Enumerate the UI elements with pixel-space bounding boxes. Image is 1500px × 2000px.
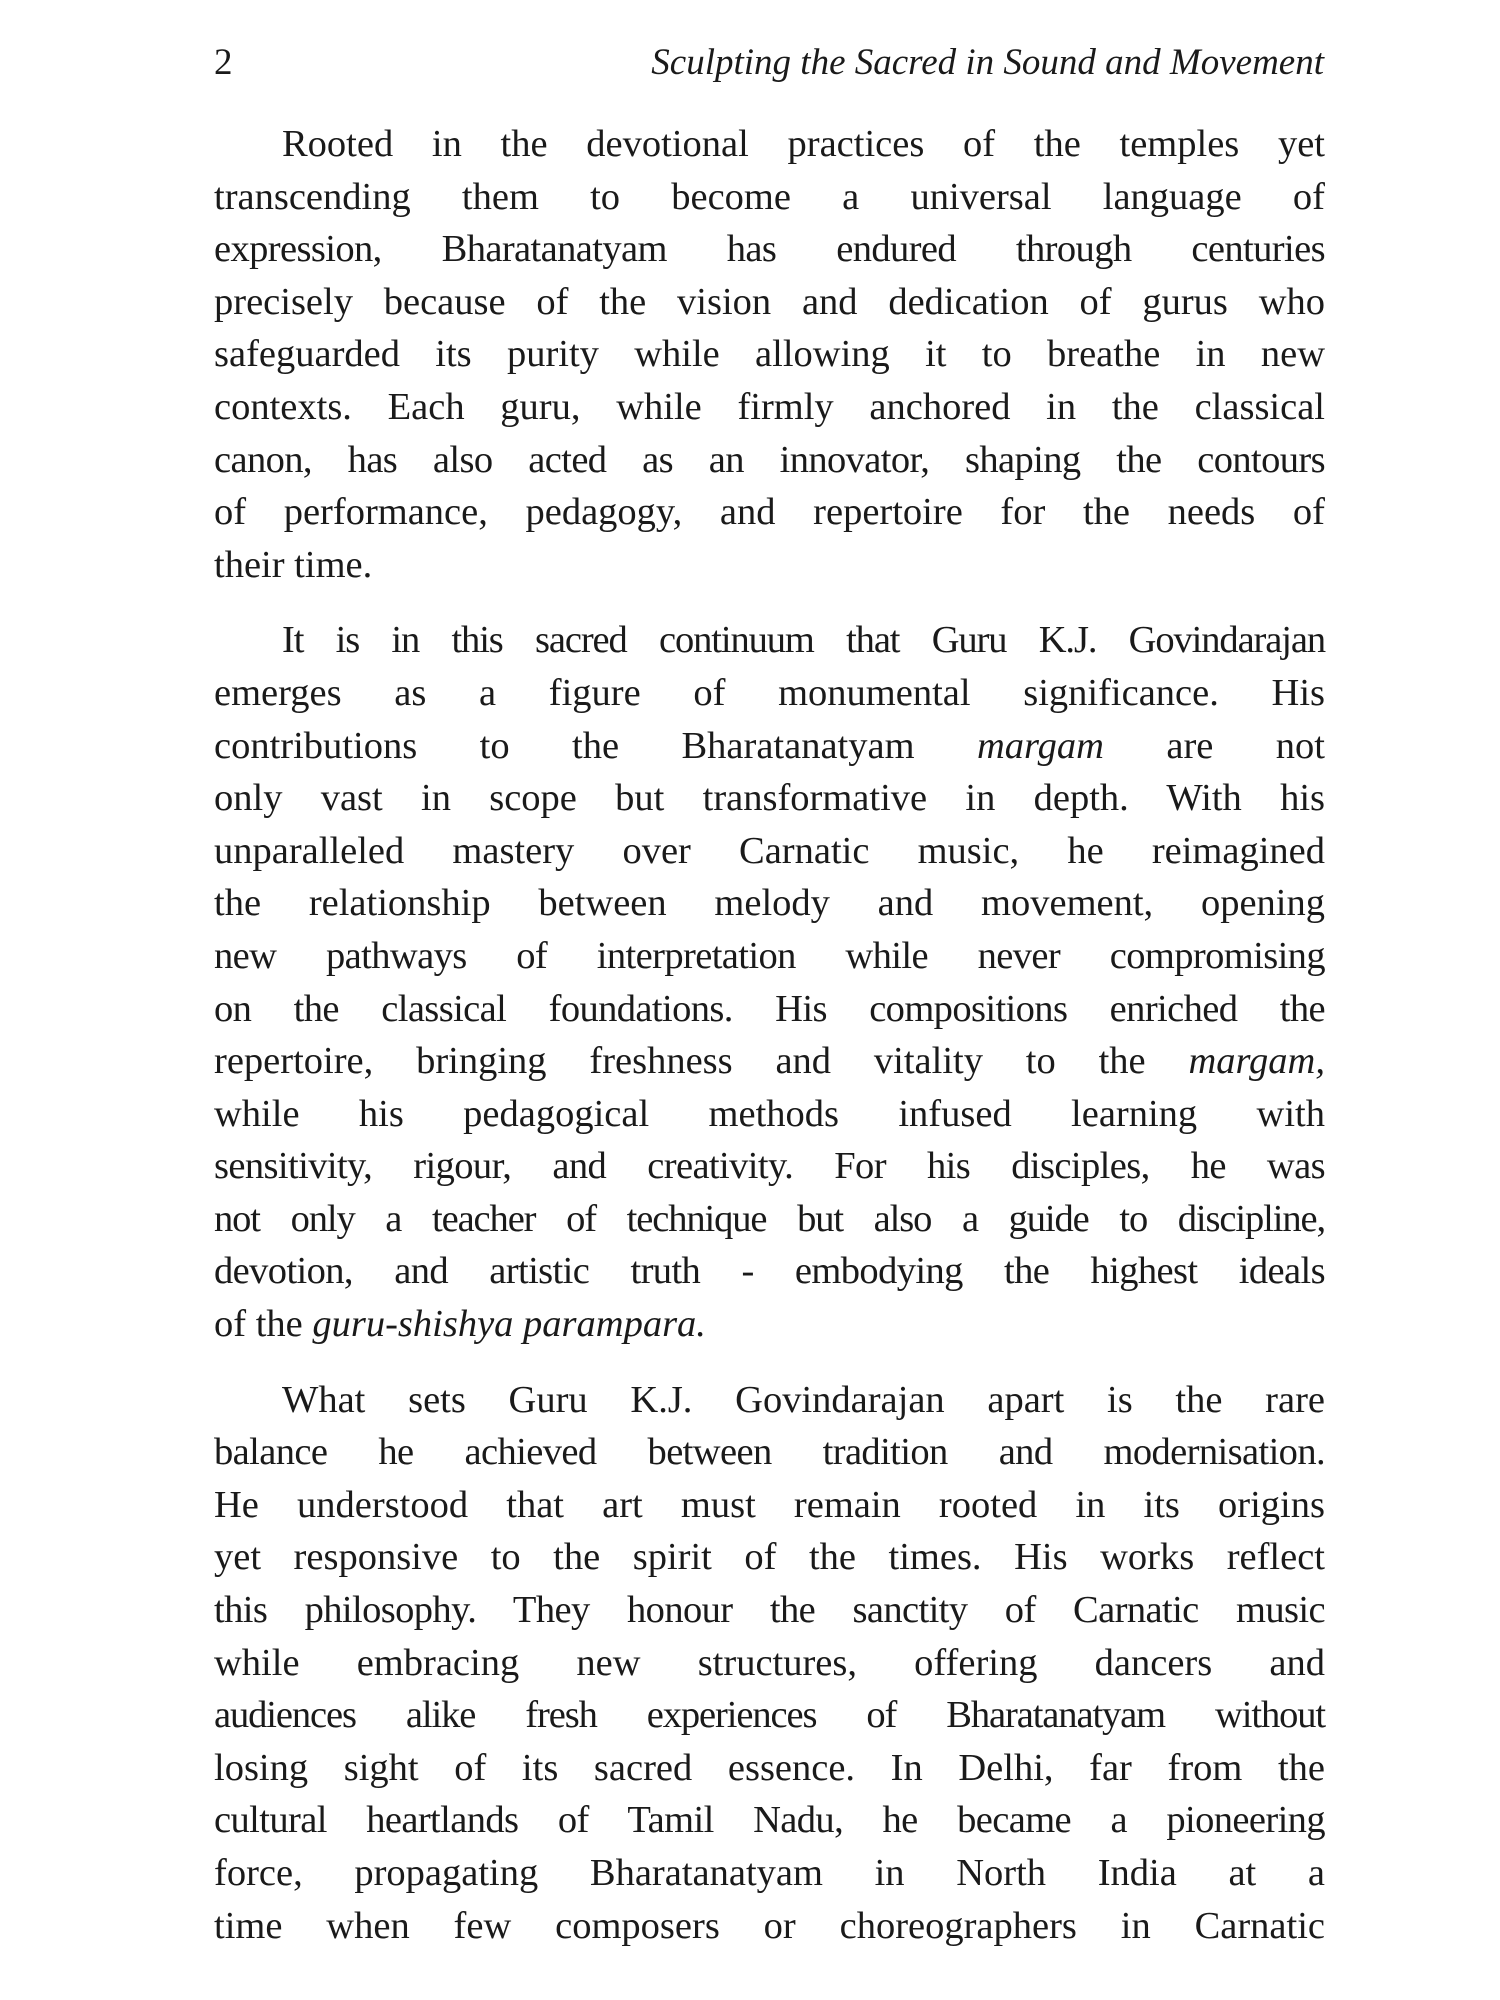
italic-term: guru-shishya parampara. xyxy=(312,1303,706,1346)
text-line: devotion, and artistic truth - embodying the highest ideals xyxy=(214,1250,1325,1293)
paragraph-2 xyxy=(214,614,1325,1350)
italic-term: margam xyxy=(976,724,1104,767)
text-line: the relationship between melody and movement, opening xyxy=(214,882,1325,925)
text-line: of performance, pedagogy, and repertoire for the needs of xyxy=(214,491,1325,534)
text-line: unparalleled mastery over Carnatic music, he reimagined xyxy=(214,829,1325,872)
text-line: canon, has also acted as an innovator, shaping the contours xyxy=(214,438,1325,481)
text-line: sensitivity, rigour, and creativity. For his disciples, he was xyxy=(214,1145,1325,1188)
text-line: He understood that art must remain rooted in its origins xyxy=(214,1483,1325,1526)
text-line: yet responsive to the spirit of the times. His works reflect xyxy=(214,1536,1325,1579)
text-line: emerges as a figure of monumental significance. His xyxy=(214,671,1325,714)
paragraph-1 xyxy=(214,118,1325,591)
paragraph-3 xyxy=(214,1374,1325,1953)
text-line: while embracing new structures, offering dancers and xyxy=(214,1641,1325,1684)
text-line: their time. xyxy=(214,543,373,586)
text-run: are not xyxy=(1103,724,1325,767)
page-number: 2 xyxy=(214,42,233,83)
text-line: on the classical foundations. His compositions enriched the xyxy=(214,987,1325,1030)
text-line xyxy=(214,720,1325,773)
text-line: safeguarded its purity while allowing it to breathe in new xyxy=(214,333,1325,376)
text-line: Rooted in the devotional practices of the temples yet xyxy=(282,123,1325,165)
italic-term: margam, xyxy=(1188,1040,1325,1083)
text-line: this philosophy. They honour the sanctity of Carnatic music xyxy=(214,1589,1325,1632)
text-line: while his pedagogical methods infused learning with xyxy=(214,1092,1325,1135)
text-line: balance he achieved between tradition and modernisation. xyxy=(214,1431,1325,1474)
text-run: repertoire, bringing freshness and vitality to the xyxy=(214,1040,1189,1083)
body-text xyxy=(214,118,1325,1975)
running-title: Sculpting the Sacred in Sound and Movement xyxy=(651,42,1324,83)
text-line: precisely because of the vision and dedication of gurus who xyxy=(214,280,1325,323)
text-line xyxy=(214,1035,1325,1088)
text-line xyxy=(214,1298,1325,1351)
text-line: not only a teacher of technique but also a guide to discipline, xyxy=(214,1197,1325,1240)
text-line: losing sight of its sacred essence. In Delhi, far from the xyxy=(214,1746,1325,1789)
running-head xyxy=(214,38,1324,88)
text-line: force, propagating Bharatanatyam in North India at a xyxy=(214,1852,1325,1894)
text-line: expression, Bharatanatyam has endured through centuries xyxy=(214,228,1325,271)
text-line: time when few composers or choreographers in Carnatic xyxy=(214,1904,1325,1947)
text-line: new pathways of interpretation while never compromising xyxy=(214,934,1325,977)
text-line: audiences alike fresh experiences of Bharatanatyam without xyxy=(214,1694,1325,1737)
text-line: What sets Guru K.J. Govindarajan apart is the rare xyxy=(282,1378,1325,1421)
text-line: cultural heartlands of Tamil Nadu, he became a pioneering xyxy=(214,1799,1325,1842)
text-run: contributions to the Bharatanatyam xyxy=(214,724,977,767)
text-line: only vast in scope but transformative in depth. With his xyxy=(214,777,1325,820)
text-run: of the xyxy=(214,1303,313,1346)
text-line: It is in this sacred continuum that Guru K.J. Govindarajan xyxy=(282,619,1325,662)
text-line: contexts. Each guru, while firmly anchored in the classical xyxy=(214,385,1325,428)
text-line: transcending them to become a universal language of xyxy=(214,175,1325,218)
